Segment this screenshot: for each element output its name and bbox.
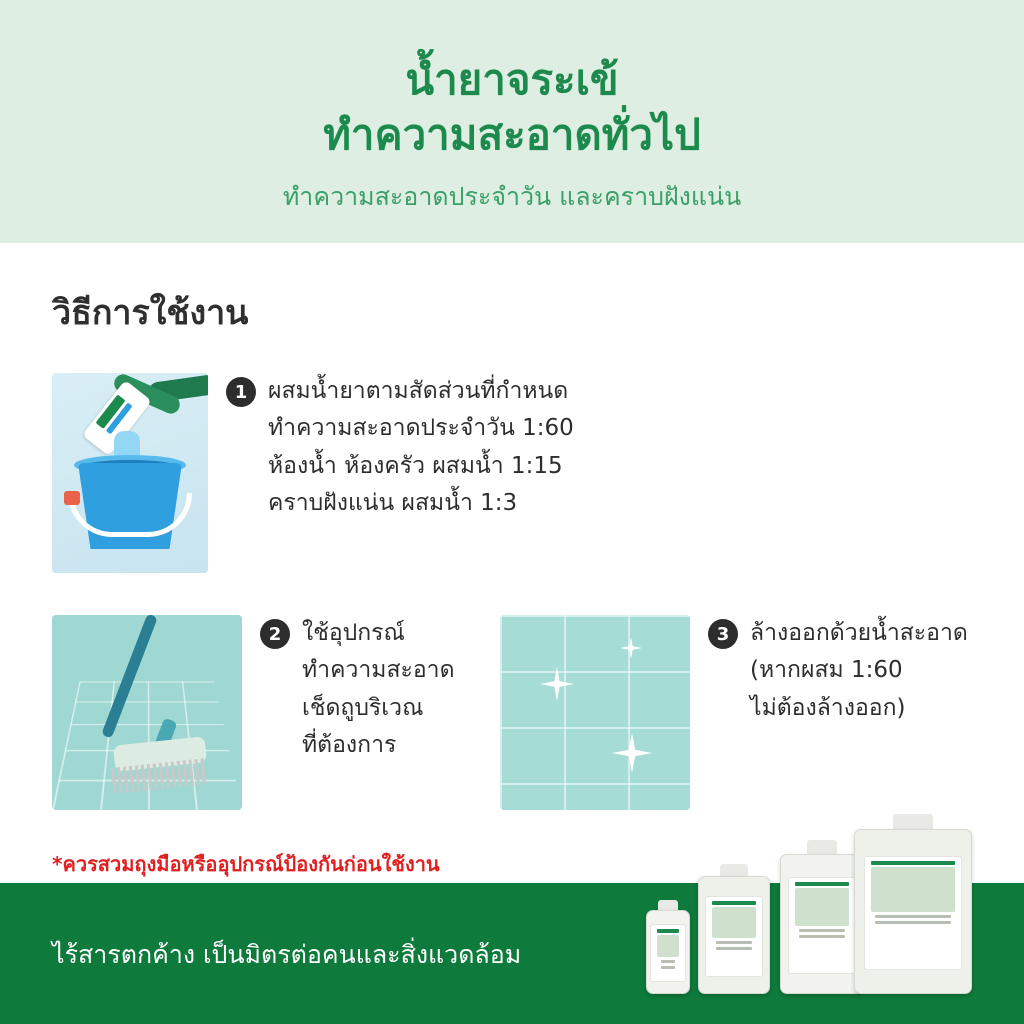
step-2-line-4: ที่ต้องการ bbox=[302, 731, 397, 758]
step-3-text bbox=[708, 615, 968, 727]
step-1-text bbox=[226, 373, 574, 522]
bottle-cap-icon bbox=[893, 814, 933, 830]
step-3-line-2: (หากผสม 1:60 bbox=[750, 657, 903, 684]
step-1-lines bbox=[268, 373, 574, 522]
page-subtitle: ทำความสะอาดประจำวัน และคราบฝังแน่น bbox=[282, 181, 742, 211]
product-bottle-xlarge bbox=[854, 829, 972, 994]
bottle-cap-icon bbox=[807, 840, 837, 855]
step-1-badge: 1 bbox=[226, 377, 256, 407]
product-bottle-medium bbox=[698, 876, 770, 994]
page-title-line1: น้ำยาจระเข้ bbox=[405, 55, 619, 104]
step-3-line-1: ล้างออกด้วยน้ำสะอาด bbox=[750, 620, 968, 646]
step-2-line-2: ทำความสะอาด bbox=[302, 657, 455, 684]
step-3-badge: 3 bbox=[708, 619, 738, 649]
clean-tiles-sparkle-illustration bbox=[500, 615, 690, 810]
step-2-lines bbox=[302, 615, 455, 764]
footer-text: ไร้สารตกค้าง เป็นมิตรต่อคนและสิ่งแวดล้อม bbox=[52, 940, 522, 969]
step-2-badge: 2 bbox=[260, 619, 290, 649]
section-title: วิธีการใช้งาน bbox=[52, 293, 249, 333]
bucket-knob bbox=[64, 491, 80, 505]
content-area bbox=[0, 243, 1024, 883]
step-2-text bbox=[260, 615, 455, 764]
page-title-line2: ทำความสะอาดทั่วไป bbox=[323, 110, 701, 160]
bucket-mixing-illustration bbox=[52, 373, 208, 573]
floor-brush-illustration bbox=[52, 615, 242, 810]
page-title bbox=[323, 52, 701, 163]
product-bottle-small bbox=[646, 910, 690, 994]
step-1 bbox=[52, 373, 574, 573]
safety-note: *ควรสวมถุงมือหรืออุปกรณ์ป้องกันก่อนใช้งาน bbox=[52, 852, 440, 876]
step-2-line-1: ใช้อุปกรณ์ bbox=[302, 620, 405, 646]
header-banner bbox=[0, 0, 1024, 243]
step-3-line-3: ไม่ต้องล้างออก) bbox=[750, 694, 906, 721]
step-1-line-3: ห้องน้ำ ห้องครัว ผสมน้ำ 1:15 bbox=[268, 452, 563, 479]
step-1-line-1: ผสมน้ำยาตามสัดส่วนที่กำหนด bbox=[268, 378, 569, 404]
step-2-line-3: เช็ดถูบริเวณ bbox=[302, 694, 424, 721]
product-lineup bbox=[640, 824, 1000, 994]
product-bottle-large bbox=[780, 854, 864, 994]
step-2 bbox=[52, 615, 455, 810]
step-3 bbox=[500, 615, 968, 810]
step-1-line-4: คราบฝังแน่น ผสมน้ำ 1:3 bbox=[268, 489, 518, 516]
step-3-lines bbox=[750, 615, 968, 727]
step-1-line-2: ทำความสะอาดประจำวัน 1:60 bbox=[268, 415, 574, 442]
